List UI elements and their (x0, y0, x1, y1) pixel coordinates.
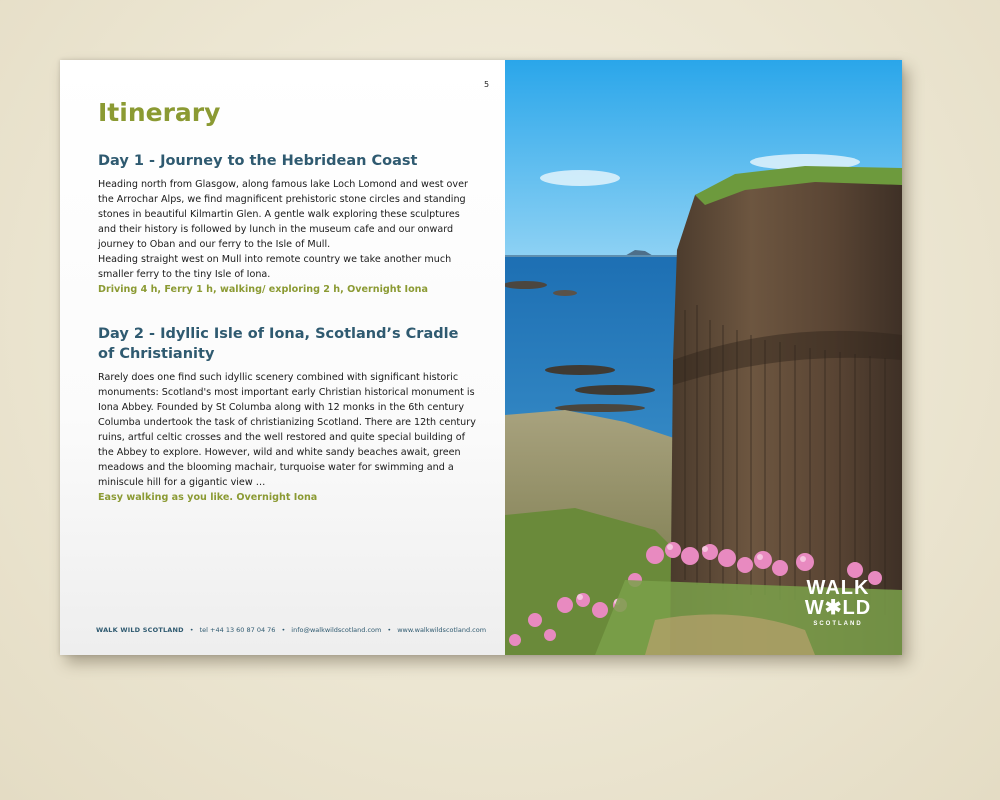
horizon-line (505, 255, 705, 257)
logo-line-scotland: SCOTLAND (813, 621, 863, 627)
day-2-section (98, 324, 476, 505)
day-2-description (98, 370, 476, 490)
page-number: 5 (484, 80, 490, 89)
page-heading: Itinerary (98, 98, 221, 127)
logo-line-wild: W✱LD (804, 597, 872, 619)
day-1-section (98, 151, 476, 297)
day-2-title: Day 2 - Idyllic Isle of Iona, Scotland’s Cradle of Christianity (98, 326, 459, 362)
itinerary-page (60, 60, 505, 655)
photo-page (505, 60, 902, 655)
footer-brand: WALK WILD SCOTLAND (96, 626, 184, 634)
footer-website: www.walkwildscotland.com (397, 626, 487, 634)
footer-email: info@walkwildscotland.com (291, 626, 382, 634)
day-1-title: Day 1 - Journey to the Hebridean Coast (98, 153, 418, 169)
rocks (505, 281, 547, 289)
footer-separator: • (189, 626, 194, 634)
day-2-paragraph-1: Rarely does one find such idyllic scenery combined with significant historic monuments: Scotland's most important early Christian historical monument is Iona Abbey. Founded by St Columba along with 12 monks in the 6th century Columba undertook the task of christianizing Scotland. There are 12th century ruins, artful celtic crosses and the well restored and quite special building of the Abbey to explore. However, wild and white sandy beaches await, green meadows and the blooming machair, turquoise water for swimming and a miniscule hill for a gigantic view … (98, 372, 476, 488)
cloud (540, 170, 620, 186)
rocks (575, 385, 655, 395)
brochure-spread (60, 60, 902, 655)
rocks (545, 365, 615, 375)
day-1-description (98, 177, 476, 282)
footer-separator: • (281, 626, 286, 634)
day-1-summary: Driving 4 h, Ferry 1 h, walking/ exploring 2 h, Overnight Iona (98, 284, 428, 295)
footer-phone: tel +44 13 60 87 04 76 (199, 626, 276, 634)
rocks (553, 290, 577, 296)
logo-line-walk: WALK (806, 577, 870, 599)
day-1-paragraph-1: Heading north from Glasgow, along famous lake Loch Lomond and west over the Arrochar Alps, we find magnificent prehistoric stone circles and standing stones in beautiful Kilmartin Glen. A gentle walk exploring these sculptures and their history is followed by lunch in the museum cafe and our onward journey to Oban and our ferry to the Isle of Mull. (98, 179, 468, 250)
day-2-summary: Easy walking as you like. Overnight Iona (98, 492, 318, 503)
coastal-cliff-photo (505, 60, 902, 655)
footer-separator: • (387, 626, 392, 634)
walk-wild-scotland-logo (803, 578, 873, 627)
contact-footer (96, 626, 486, 634)
day-1-paragraph-2: Heading straight west on Mull into remote country we take another much smaller ferry to the tiny Isle of Iona. (98, 254, 452, 280)
